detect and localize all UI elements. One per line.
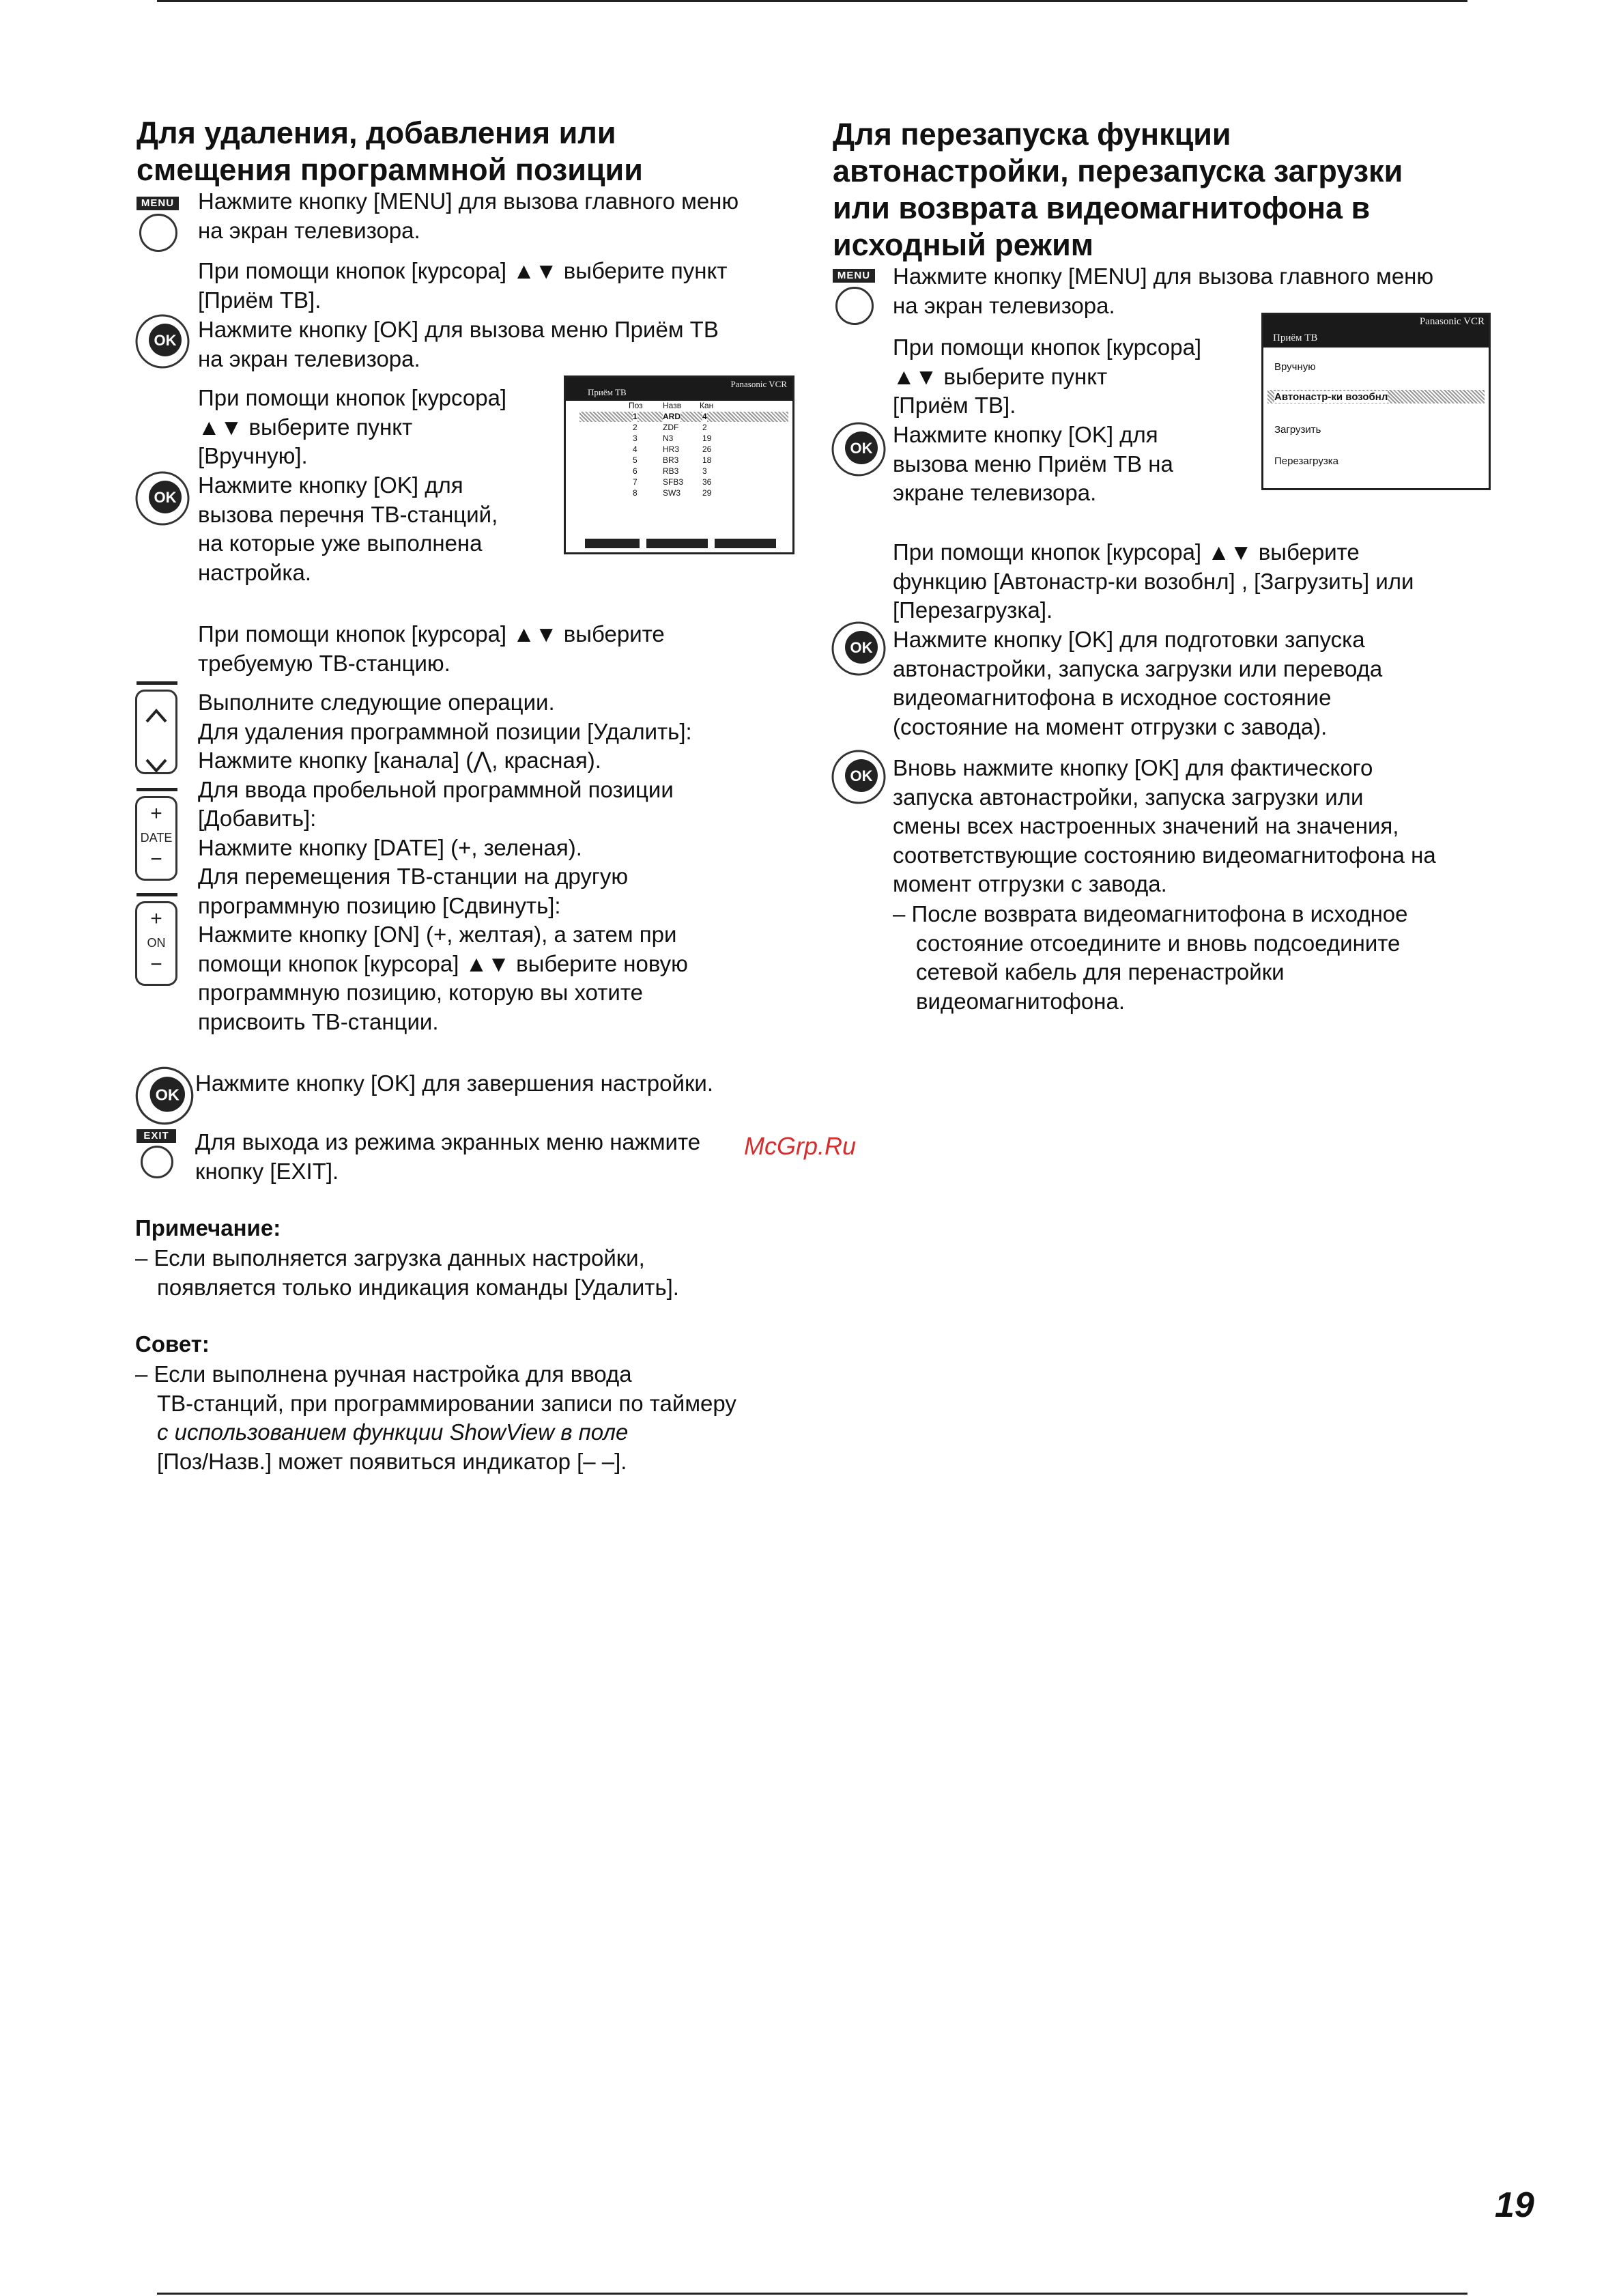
svg-text:OK: OK: [154, 489, 177, 506]
menu-item-reset: Перезагрузка: [1274, 455, 1338, 467]
page-number: 19: [1495, 2185, 1534, 2225]
station-cell: 6: [633, 466, 637, 476]
left-step-6: При помощи кнопок [курсора] ▲▼ выберите требуемую ТВ-станцию.: [198, 621, 665, 676]
menu-item-auto-restart: Автонастр-ки возобнл: [1274, 391, 1388, 403]
right-heading: Для перезапуска функции автонастройки, перезапуска загрузки или возврата видеомагнитофона в исходный режим: [833, 117, 1403, 262]
ok-button-icon: [830, 748, 887, 806]
menu-item-manual: Вручную: [1274, 361, 1316, 373]
top-rule: [157, 0, 1467, 2]
watermark: McGrp.Ru: [744, 1132, 857, 1160]
svg-text:OK: OK: [155, 1086, 180, 1104]
station-cell: 3: [633, 434, 637, 443]
channel-bar: [137, 681, 177, 685]
ok-button-icon: [830, 620, 887, 677]
screen-header: Panasonic VCR Приём ТВ: [1263, 315, 1489, 348]
left-step-8: Нажмите кнопку [OK] для завершения настройки.: [195, 1071, 713, 1096]
station-cell: 2: [633, 423, 637, 432]
date-button-icon: + DATE −: [135, 796, 177, 881]
right-step-1: Нажмите кнопку [MENU] для вызова главного меню на экран телевизора.: [893, 264, 1434, 318]
station-table: Поз Назв Кан 1 ARD 4 2 ZDF 2 3 N3 19 4 HR3 26 5 BR3 18 6 RB3 3 7 SFB3 36 8 SW3 29: [566, 401, 792, 530]
station-cell: SFB3: [663, 477, 684, 487]
left-step-5: Нажмите кнопку [OK] для вызова перечня ТВ-станций, на которые уже выполнена настройка.: [198, 472, 498, 585]
ok-button-icon: [134, 1065, 195, 1126]
tip-title: Совет:: [135, 1331, 210, 1357]
date-bar: [137, 788, 177, 791]
bottom-rule: [157, 2293, 1467, 2295]
station-cell: 3: [702, 466, 707, 476]
exit-button-ring-icon: [141, 1146, 173, 1178]
note-text: – Если выполняется загрузка данных настройки, появляется только индикация команды [Удалить].: [135, 1245, 679, 1300]
left-step-9: Для выхода из режима экранных меню нажмите кнопку [EXIT].: [195, 1129, 701, 1184]
screen-footer: [585, 539, 776, 548]
station-cell: 5: [633, 455, 637, 465]
right-sub-note: – После возврата видеомагнитофона в исходное состояние отсоедините и вновь подсоедините сетевой кабель для перенастройки видеомагнитофона.: [893, 901, 1408, 1014]
ok-button-icon: [830, 421, 887, 478]
station-cell: SW3: [663, 488, 681, 498]
menu-button-icon: MENU: [137, 197, 179, 210]
selected-row-highlight: [579, 412, 788, 422]
menu-item-download: Загрузить: [1274, 424, 1321, 436]
svg-text:OK: OK: [850, 440, 873, 457]
note-title: Примечание:: [135, 1215, 281, 1241]
station-cell: 8: [633, 488, 637, 498]
exit-button-icon: EXIT: [137, 1129, 176, 1143]
svg-text:OK: OK: [154, 332, 177, 349]
ok-button-icon: [134, 470, 191, 527]
station-cell: ARD: [663, 412, 680, 421]
station-cell: 26: [702, 444, 712, 454]
left-step-4: При помощи кнопок [курсора] ▲▼ выберите пункт [Вручную].: [198, 385, 507, 468]
station-cell: HR3: [663, 444, 680, 454]
ok-button-icon: [134, 313, 191, 370]
station-cell: 7: [633, 477, 637, 487]
menu-button-ring-icon: [139, 214, 177, 252]
tip-text: – Если выполнена ручная настройка для ввода ТВ-станций, при программировании записи по таймеру с использованием функции ShowView в поле [Поз/Назв.] может появиться индикатор [– –].: [135, 1361, 736, 1474]
left-step-7: Выполните следующие операции. Для удаления программной позиции [Удалить]: Нажмите кнопку [канала] (⋀, красная). Для ввода пробельной программной позиции [Добавить]: Нажмите кнопку [DATE] (+, зеленая). Для перемещения ТВ-станции на другую программную позицию [Сдвинуть]: Нажмите кнопку [ON] (+, желтая), а затем при помощи кнопок [курсора] ▲▼ выберите новую программную позицию, которую вы хотите присвоить ТВ-станции.: [198, 690, 692, 1034]
on-button-icon: + ON −: [135, 901, 177, 986]
left-step-3: Нажмите кнопку [OK] для вызова меню Приём ТВ на экран телевизора.: [198, 317, 719, 371]
right-step-4: При помощи кнопок [курсора] ▲▼ выберите функцию [Автонастр-ки возобнл] , [Загрузить] или [Перезагрузка].: [893, 539, 1414, 623]
station-cell: 2: [702, 423, 707, 432]
menu-button-icon: MENU: [833, 269, 875, 283]
station-cell: ZDF: [663, 423, 679, 432]
channel-button-icon: [135, 690, 177, 774]
left-heading: Для удаления, добавления или смещения программной позиции: [137, 115, 643, 187]
station-cell: 4: [702, 412, 707, 421]
station-cell: N3: [663, 434, 674, 443]
station-cell: BR3: [663, 455, 679, 465]
on-bar: [137, 893, 177, 896]
station-cell: 29: [702, 488, 712, 498]
tv-menu-screen: [1261, 313, 1491, 490]
right-step-5: Нажмите кнопку [OK] для подготовки запуска автонастройки, запуска загрузки или перевода видеомагнитофона в исходное состояние (состояние на момент отгрузки с завода).: [893, 627, 1383, 739]
svg-text:OK: OK: [850, 767, 873, 784]
menu-button-ring-icon: [835, 287, 874, 325]
station-cell: 18: [702, 455, 712, 465]
station-cell: RB3: [663, 466, 679, 476]
screen-header: Приём ТВ Panasonic VCR: [566, 378, 792, 401]
left-step-2: При помощи кнопок [курсора] ▲▼ выберите пункт [Приём ТВ].: [198, 258, 728, 313]
station-list-screen: [564, 375, 794, 554]
station-cell: 36: [702, 477, 712, 487]
station-cell: 19: [702, 434, 712, 443]
left-step-1: Нажмите кнопку [MENU] для вызова главного меню на экран телевизора.: [198, 188, 739, 243]
svg-text:OK: OK: [850, 639, 873, 656]
right-step-3: Нажмите кнопку [OK] для вызова меню Приём ТВ на экране телевизора.: [893, 422, 1173, 505]
right-step-6: Вновь нажмите кнопку [OK] для фактического запуска автонастройки, запуска загрузки или смены всех настроенных значений на значения, соответствующие состоянию видеомагнитофона на момент отгрузки с завода.: [893, 755, 1436, 896]
right-step-2: При помощи кнопок [курсора] ▲▼ выберите пункт [Приём ТВ].: [893, 335, 1202, 418]
station-cell: 4: [633, 444, 637, 454]
station-cell: 1: [633, 412, 637, 421]
